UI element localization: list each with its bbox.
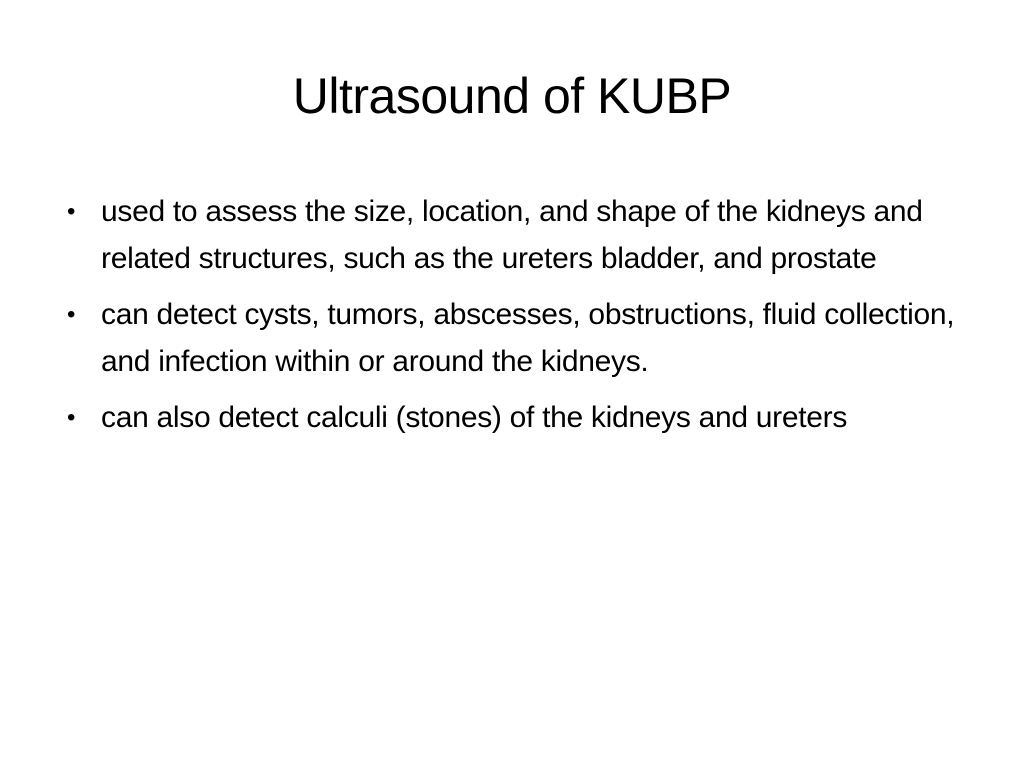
bullet-item — [60, 394, 960, 441]
slide-title: Ultrasound of KUBP — [292, 68, 732, 124]
bullet-item — [60, 188, 960, 282]
bullet-list — [60, 188, 960, 450]
bullet-text: can detect cysts, tumors, abscesses, obstructions, fluid collection, and infection within or around the kidneys. — [101, 298, 955, 378]
bullet-text: used to assess the size, location, and shape of the kidneys and related structures, such as the ureters bladder, and prostate — [101, 195, 923, 275]
bullet-icon: • — [66, 198, 76, 225]
bullet-icon: • — [66, 404, 76, 431]
bullet-icon: • — [66, 301, 76, 328]
bullet-text: can also detect calculi (stones) of the kidneys and ureters — [101, 401, 848, 434]
bullet-item — [60, 291, 960, 385]
